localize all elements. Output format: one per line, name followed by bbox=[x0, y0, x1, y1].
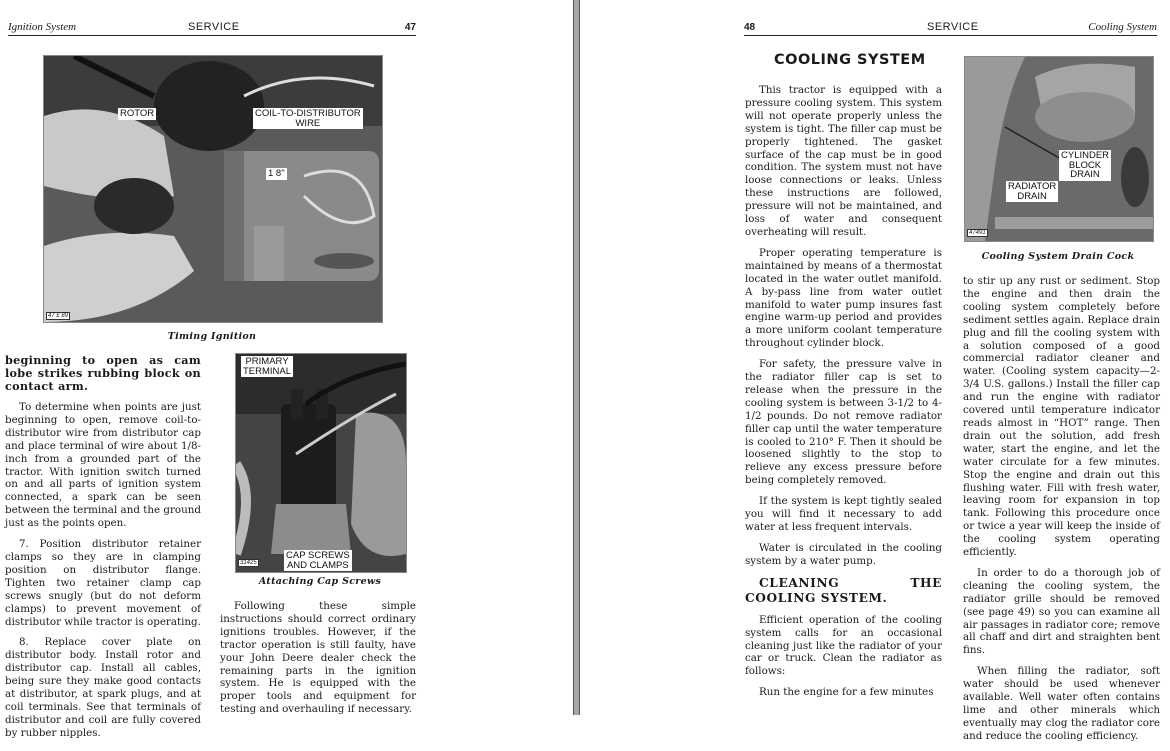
paragraph: Following these simple instructions should correct ordinary ignitions troubles. However, if the tractor operation is still faulty, have your John Deere dealer check the remaining parts in the ignition system. He is equipped with the proper tools and equipment for testing and overhauling if necessary. bbox=[220, 600, 416, 716]
page-header bbox=[8, 21, 416, 36]
paragraph: Proper operating temperature is maintained by means of a thermostat located in the water outlet manifold. A by-pass line from water outlet manifold to water pump insures fast engine warm-up period and provides a more uniform coolant temperature throughout cylinder block. bbox=[745, 246, 942, 350]
paragraph: For safety, the pressure valve in the radiator filler cap is set to release when the pressure in the cooling system is between 3-1/2 to 4-1/2 pounds. Do not remove radiator filler cap until the water temperature is cooled to 210° F. Then it should be loosened slightly to the stop to relieve any excess pressure before being completely removed. bbox=[745, 358, 942, 487]
lead-paragraph: beginning to open as cam lobe strikes rubbing block on contact arm. bbox=[5, 353, 201, 393]
figure-number: 31425 bbox=[240, 560, 257, 566]
paragraph: If the system is kept tightly sealed you will find it necessary to add water at less frequent intervals. bbox=[745, 495, 942, 533]
photo-attaching-cap-screws bbox=[235, 353, 407, 573]
page-gutter bbox=[573, 0, 580, 715]
paragraph-step-7: 7. Position distributor retainer clamps so they are in clamping position on distributor flange. Tighten two retainer clamp cap screws snugly (but do not deform clamps) to prevent movement of distributor while tractor is operating. bbox=[5, 538, 201, 628]
paragraph-step-8: 8. Replace cover plate on distributor body. Install rotor and distributor cap. Install all cables, being sure they make good contacts at distributor, at spark plugs, and at coil terminals. See that terminals of distributor and coil are fully covered by rubber nipples. bbox=[5, 636, 201, 739]
paragraph: To determine when points are just beginning to open, remove coil-to-distributor wire from distributor cap and place terminal of wire about 1/8-inch from a grounded part of the tractor. With ignition switch turned on and all parts of ignition system connected, a spark can be seen between the terminal and the ground just as the points open. bbox=[5, 401, 201, 530]
text-column-2 bbox=[963, 275, 1160, 751]
photo-cooling-system-drain-cock bbox=[964, 56, 1154, 242]
figure-caption: Attaching Cap Screws bbox=[258, 576, 382, 587]
text-column-1 bbox=[5, 354, 201, 748]
page-number: 48 bbox=[744, 22, 756, 33]
label-primary-terminal: PRIMARY TERMINAL bbox=[243, 356, 292, 377]
label-cap-screws-and-clamps: CAP SCREWS AND CLAMPS bbox=[286, 550, 350, 571]
text-column-1 bbox=[745, 84, 942, 707]
figure-number: 47 £ 89 bbox=[48, 313, 69, 319]
right-page bbox=[582, 0, 1170, 742]
paragraph: to stir up any rust or sediment. Stop the engine and then drain the cooling system completely before sediment settles again. Replace drain plug and fill the cooling system with a solution composed of a good commercial radiator cleaner and water. (Cooling system capacity—2-3/4 U.S. gallons.) Install the filler cap and run the engine with radiator covered until temperature indicator reads almost in “HOT” range. Then drain out the solution, add fresh water, start the engine, and let the water circulate for a few minutes. Stop the engine and drain out this flushing water. Fill with fresh water, leaving room for expansion in top tank. Following this procedure once or twice a year will keep the inside of the cooling system operating efficiently. bbox=[963, 275, 1160, 559]
paragraph: In order to do a thorough job of cleaning the cooling system, the radiator grille should be removed (see page 49) so you can examine all air passages in radiator core; remove all chaff and dirt and straighten bent fins. bbox=[963, 566, 1160, 657]
label-coil-to-distributor-wire: COIL-TO-DISTRIBUTOR WIRE bbox=[255, 108, 361, 129]
paragraph: Efficient operation of the cooling system calls for an occasional cleaning just like the radiator of your car or truck. Clean the radiator as follows: bbox=[745, 613, 942, 678]
section-title: COOLING SYSTEM bbox=[774, 52, 926, 68]
subheading-cleaning: CLEANING THE COOLING SYSTEM. bbox=[745, 575, 942, 605]
figure-caption: Timing Ignition bbox=[167, 331, 257, 342]
header-section: Ignition System bbox=[8, 21, 77, 33]
photo-timing-ignition bbox=[43, 55, 383, 323]
label-cylinder-block-drain: CYLINDER BLOCK DRAIN bbox=[1061, 150, 1110, 180]
header-running-title: SERVICE bbox=[188, 21, 240, 33]
label-rotor: ROTOR bbox=[120, 108, 155, 119]
header-running-title: SERVICE bbox=[927, 21, 979, 33]
label-radiator-drain: RADIATOR DRAIN bbox=[1008, 181, 1057, 202]
label-gap: 1 8" bbox=[268, 168, 285, 179]
figure-caption: Cooling System Drain Cock bbox=[981, 251, 1135, 262]
paragraph: This tractor is equipped with a pressure cooling system. This system will not operate properly unless the system is tight. The filler cap must be properly tightened. The gasket surface of the cap must be in good condition. The system must not have loose connections or leaks. Unless these instructions are followed, pressure will not be maintained, and loss of water and consequent overheating will result. bbox=[745, 84, 942, 238]
header-section: Cooling System bbox=[1088, 21, 1157, 33]
paragraph: When filling the radiator, soft water should be used whenever available. Well water often contains lime and other minerals which eventually may clog the radiator core and reduce the cooling efficiency. bbox=[963, 665, 1160, 742]
page-number: 47 bbox=[404, 22, 416, 33]
paragraph: Water is circulated in the cooling system by a water pump. bbox=[745, 541, 942, 567]
left-page bbox=[0, 0, 572, 739]
paragraph: Run the engine for a few minutes bbox=[759, 686, 934, 699]
page-header bbox=[744, 21, 1157, 36]
figure-number: 47491 bbox=[969, 230, 986, 236]
text-column-2 bbox=[220, 600, 416, 724]
